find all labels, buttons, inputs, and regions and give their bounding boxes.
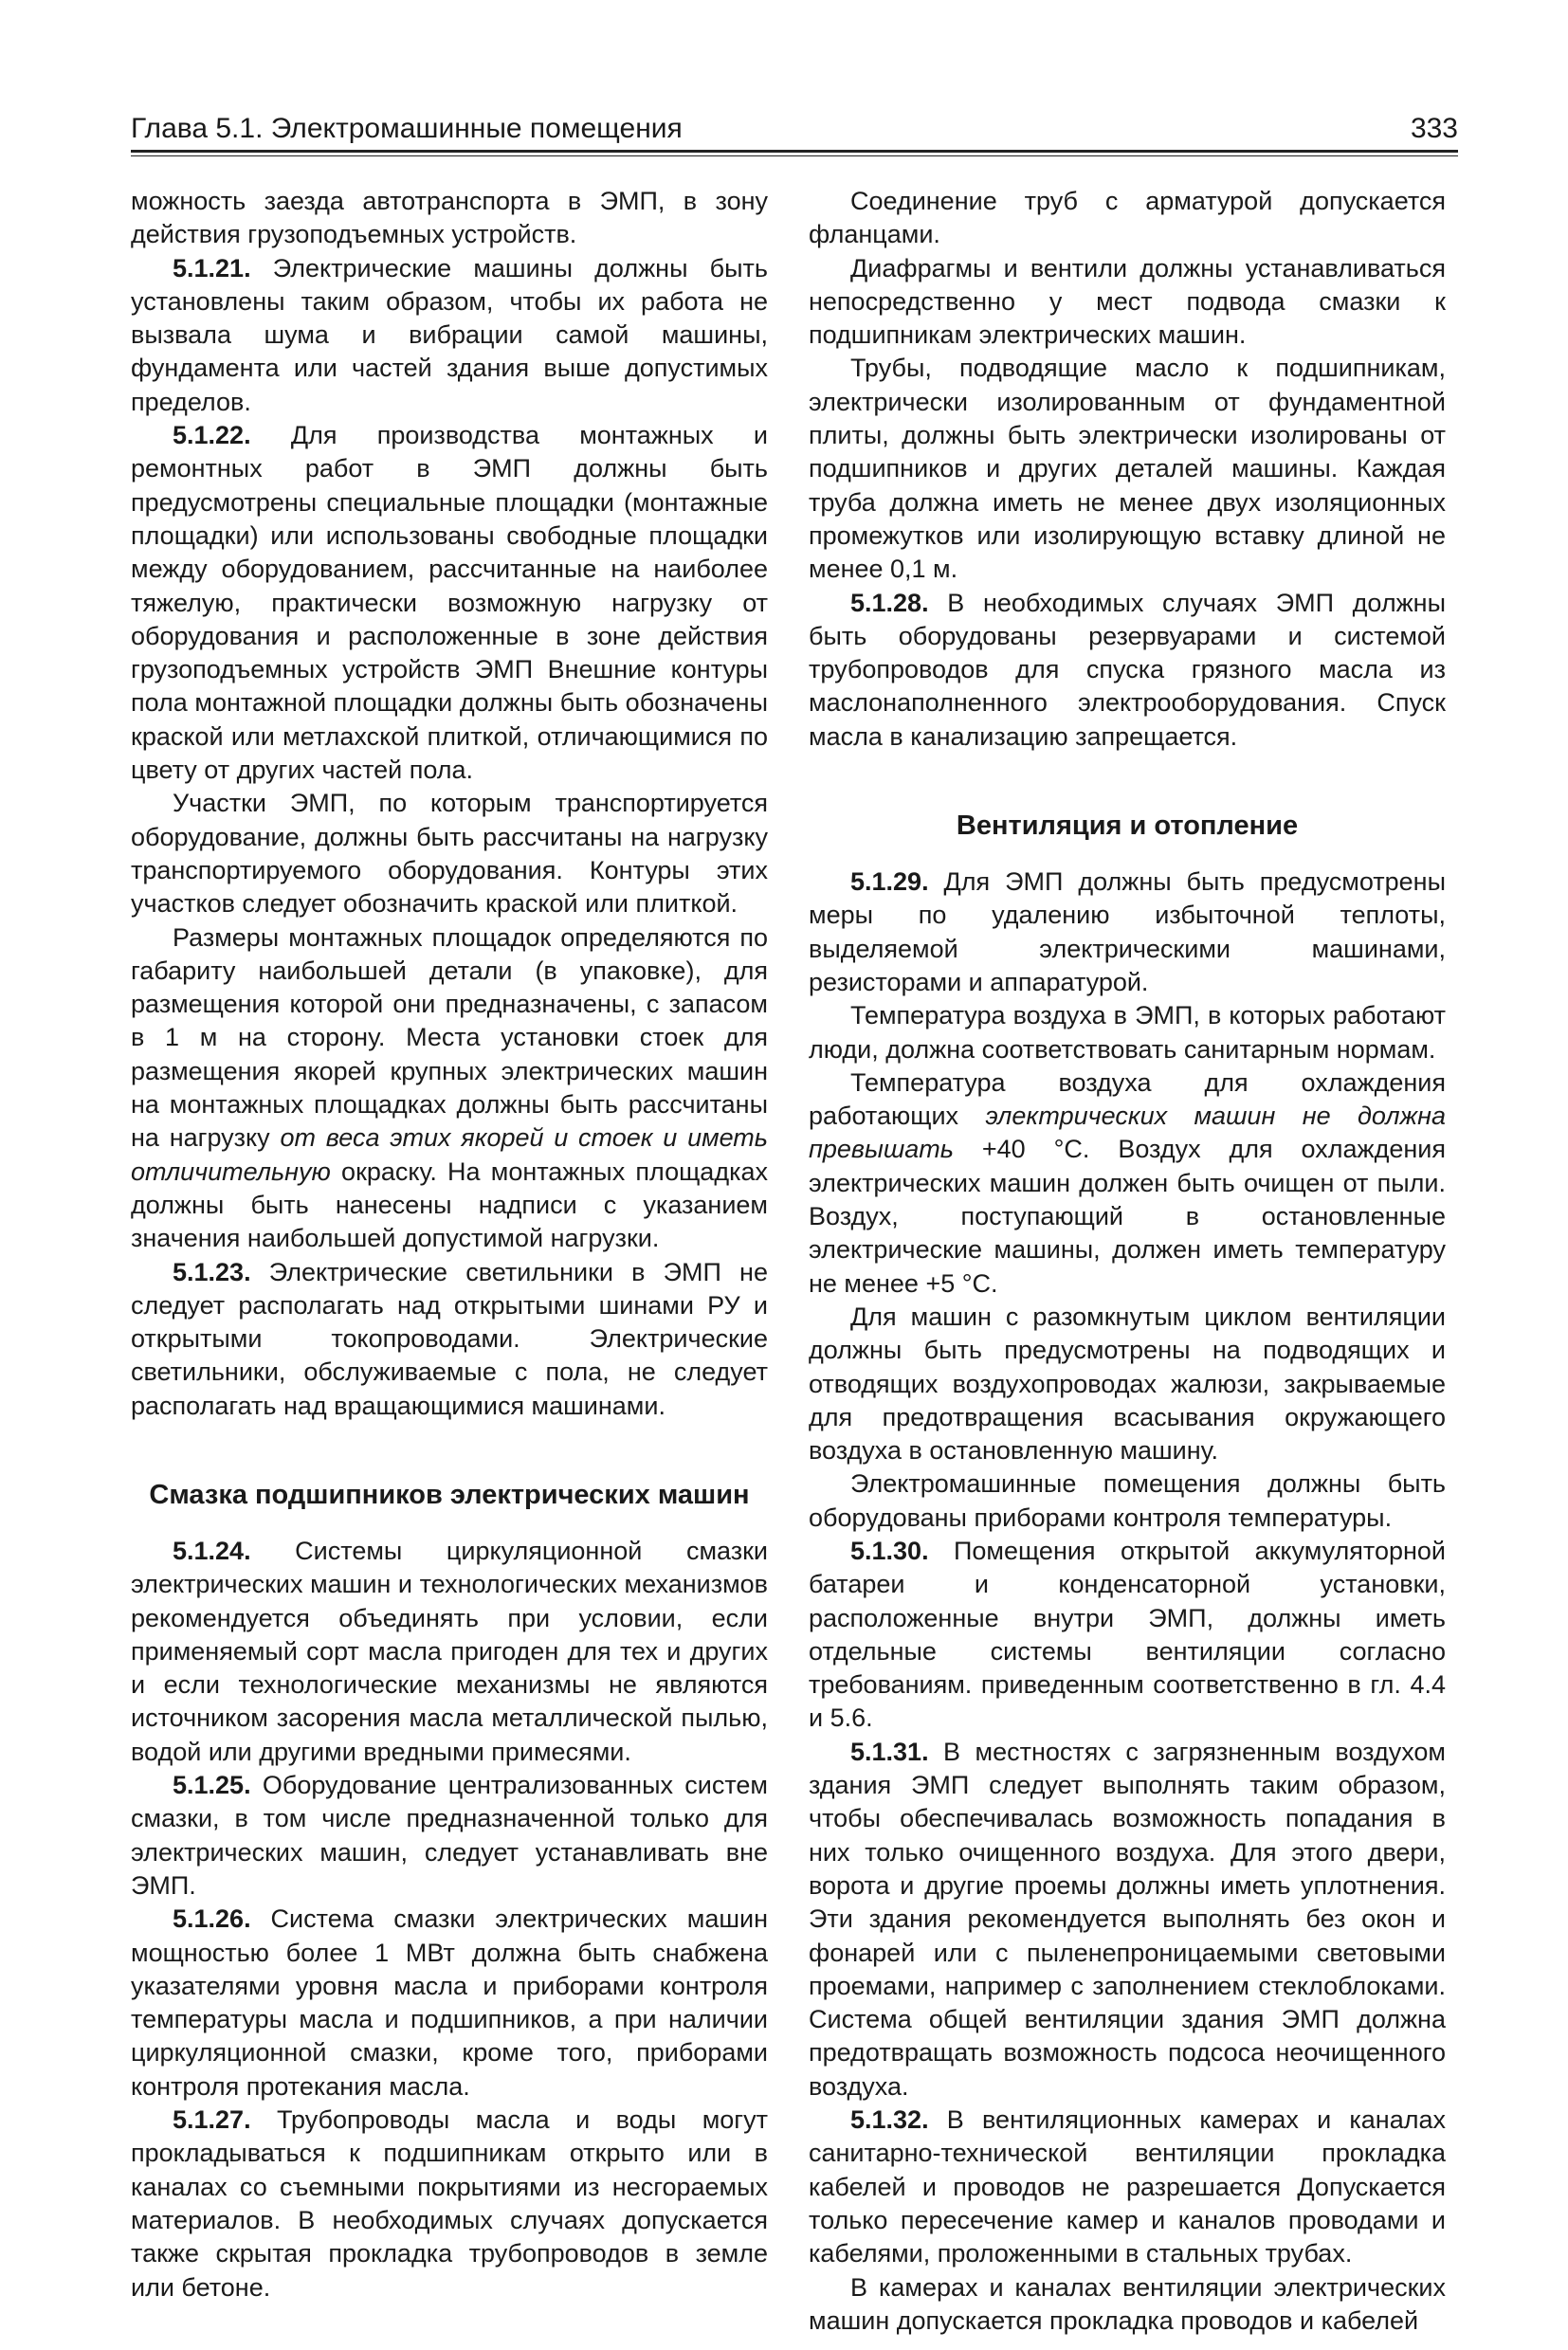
clause-5-1-30 bbox=[809, 1535, 1446, 1736]
section-heading: Смазка подшипников электрических машин bbox=[149, 1479, 750, 1510]
clause-5-1-32 bbox=[809, 2104, 1446, 2270]
page-number: 333 bbox=[1410, 113, 1458, 144]
clause-5-1-21 bbox=[131, 252, 768, 419]
paragraph: В камерах и каналах вентиляции электрических машин допускается прокладка проводов и кабелей bbox=[809, 2272, 1446, 2335]
clause-5-1-28 bbox=[809, 587, 1446, 754]
clause-text: В необходимых случаях ЭМП должны быть оборудованы резервуарами и системой трубопроводов для спуска грязного масла из маслонаполненного электрооборудования. Спуск масла в канализацию запрещается. bbox=[809, 588, 1446, 751]
clause-number: 5.1.32. bbox=[850, 2105, 929, 2135]
chapter-title: Глава 5.1. Электромашинные помещения bbox=[131, 113, 683, 144]
clause-5-1-22 bbox=[131, 419, 768, 787]
header-rule bbox=[131, 150, 1458, 153]
text-run: +40 °С. Воздух для охлаждения электрических машин должен быть очищен от пыли. Воздух, поступающий в остановленные электрические машины, должен иметь температуру не менее +5 °С. bbox=[809, 1135, 1446, 1298]
paragraph bbox=[131, 921, 768, 1256]
paragraph: Соединение труб с арматурой допускается фланцами. bbox=[809, 187, 1446, 249]
italic-run: от веса этих якорей и стоек и иметь отличительную bbox=[131, 1123, 768, 1186]
clause-text: Оборудование централизованных систем смазки, в том числе предназначенной только для электрических машин, следует устанавливать вне ЭМП. bbox=[131, 1771, 768, 1900]
paragraph bbox=[809, 1066, 1446, 1301]
paragraph: Электромашинные помещения должны быть оборудованы приборами контроля температуры. bbox=[809, 1469, 1446, 1532]
paragraph: можность заезда автотранспорта в ЭМП, в зону действия грузоподъемных устройств. bbox=[131, 187, 768, 249]
clause-text: Помещения открытой аккумуляторной батареи и конденсаторной установки, расположенные внутри ЭМП, должны иметь отдельные системы вентиляции согласно требованиям. приведенным соответственно в гл. 4.4 и 5.6. bbox=[809, 1536, 1446, 1733]
paragraph: Для машин с разомкнутым циклом вентиляции должны быть предусмотрены на подводящих и отводящих воздухопроводах жалюзи, закрываемые для предотвращения всасывания окружающего воздуха в остановленную машину. bbox=[809, 1302, 1446, 1466]
section-heading: Вентиляция и отопление bbox=[956, 811, 1299, 842]
clause-number: 5.1.27. bbox=[173, 2105, 251, 2135]
clause-5-1-26 bbox=[131, 1903, 768, 2104]
clause-number: 5.1.28. bbox=[850, 588, 929, 617]
clause-5-1-31 bbox=[809, 1736, 1446, 2104]
clause-text: В местностях с загрязненным воздухом здания ЭМП следует выполнять таким образом, чтобы обеспечивалась возможность попадания в них только очищенного воздуха. Для этого двери, ворота и другие проемы должны иметь уплотнения. Эти здания рекомендуется выполнять без окон и фонарей или с пыленепроницаемыми световыми проемами, например с заполнением стеклоблоками. Система общей вентиляции здания ЭМП должна предотвращать возможность подсоса неочищенного воздуха. bbox=[809, 1737, 1446, 2101]
clause-number: 5.1.30. bbox=[850, 1536, 929, 1565]
clause-5-1-23 bbox=[131, 1256, 768, 1423]
clause-text: Электрические светильники в ЭМП не следует располагать над открытыми шинами РУ и открытыми токопроводами. Электрические светильники, обслуживаемые с пола, не следует располагать над вращающимися машинами. bbox=[131, 1257, 768, 1420]
clause-5-1-24 bbox=[131, 1535, 768, 1769]
left-column bbox=[131, 185, 768, 2304]
clause-number: 5.1.23. bbox=[173, 1257, 251, 1286]
clause-number: 5.1.31. bbox=[850, 1737, 929, 1766]
right-column bbox=[809, 185, 1446, 2338]
header-rule-thin bbox=[131, 155, 1458, 156]
clause-number: 5.1.22. bbox=[173, 421, 251, 450]
clause-number: 5.1.21. bbox=[173, 253, 251, 282]
clause-text: Система смазки электрических машин мощностью более 1 МВт должна быть снабжена указателями уровня масла и приборами контроля температуры масла и подшипников, а при наличии циркуляционной смазки, кроме того, приборами контроля протекания масла. bbox=[131, 1904, 768, 2101]
clause-text: В вентиляционных камерах и каналах санитарно-технической вентиляции прокладка кабелей и проводов не разрешается Допускается только пересечение камер и каналов проводами и кабелями, проложенными в стальных трубах. bbox=[809, 2105, 1446, 2268]
clause-5-1-27 bbox=[131, 2104, 768, 2304]
text-run: Температура воздуха для охлаждения работающих bbox=[809, 1067, 1446, 1131]
paragraph: Диафрагмы и вентили должны устанавливаться непосредственно у мест подвода смазки к подшипникам электрических машин. bbox=[809, 253, 1446, 350]
running-header bbox=[131, 112, 1458, 146]
clause-text: Для производства монтажных и ремонтных работ в ЭМП должны быть предусмотрены специальные площадки (монтажные площадки) или использованы свободные площадки между оборудованием, рассчитанные на наиболее тяжелую, практически возможную нагрузку от оборудования и расположенные в зоне действия грузоподъемных устройств ЭМП Внешние контуры пола монтажной площадки должны быть обозначены краской или метлахской плиткой, отличающимися по цвету от других частей пола. bbox=[131, 421, 768, 785]
text-run: Размеры монтажных площадок определяются по габариту наибольшей детали (в упаковке), для размещения которой они предназначены, с запасом в 1 м на сторону. Места установки стоек для размещения якорей крупных электрических машин на монтажных площадках должны быть рассчитаны на нагрузку bbox=[131, 922, 768, 1153]
paragraph: Температура воздуха в ЭМП, в которых работают люди, должна соответствовать санитарным нормам. bbox=[809, 1001, 1446, 1064]
clause-number: 5.1.25. bbox=[173, 1771, 251, 1800]
paragraph: Трубы, подводящие масло к подшипникам, электрически изолированным от фундаментной плиты, должны быть электрически изолированы от подшипников и других деталей машины. Каждая труба должна иметь не менее двух изоляционных промежутков или изолирующую вставку длиной не менее 0,1 м. bbox=[809, 354, 1446, 584]
clause-text: Трубопроводы масла и воды могут прокладываться к подшипникам открыто или в каналах со съемными покрытиями из несгораемых материалов. В необходимых случаях допускается также скрытая прокладка трубопроводов в земле или бетоне. bbox=[131, 2105, 768, 2302]
text-run: окраску. На монтажных площадках должны быть нанесены надписи с указанием значения наибольшей допустимой нагрузки. bbox=[131, 1157, 768, 1253]
paragraph: Участки ЭМП, по которым транспортируется оборудование, должны быть рассчитаны на нагрузку транспортируемого оборудования. Контуры этих участков следует обозначить краской или плиткой. bbox=[131, 789, 768, 919]
clause-number: 5.1.26. bbox=[173, 1904, 251, 1934]
clause-text: Системы циркуляционной смазки электрических машин и технологических механизмов рекомендуется объединять при условии, если применяемый сорт масла пригоден для тех и других и если технологические механизмы не являются источником засорения масла металлической пылью, водой или другими вредными примесями. bbox=[131, 1536, 768, 1766]
clause-5-1-29 bbox=[809, 865, 1446, 999]
clause-number: 5.1.29. bbox=[850, 867, 929, 897]
clause-5-1-25 bbox=[131, 1769, 768, 1903]
italic-run: электрических машин не должна превышать bbox=[809, 1102, 1447, 1164]
clause-number: 5.1.24. bbox=[173, 1536, 251, 1565]
clause-text: Электрические машины должны быть установлены таким образом, чтобы их работа не вызвала шума и вибрации самой машины, фундамента или частей здания выше допустимых пределов. bbox=[131, 253, 768, 416]
clause-text: Для ЭМП должны быть предусмотрены меры по удалению избыточной теплоты, выделяемой электрическими машинами, резисторами и аппаратурой. bbox=[809, 867, 1446, 996]
